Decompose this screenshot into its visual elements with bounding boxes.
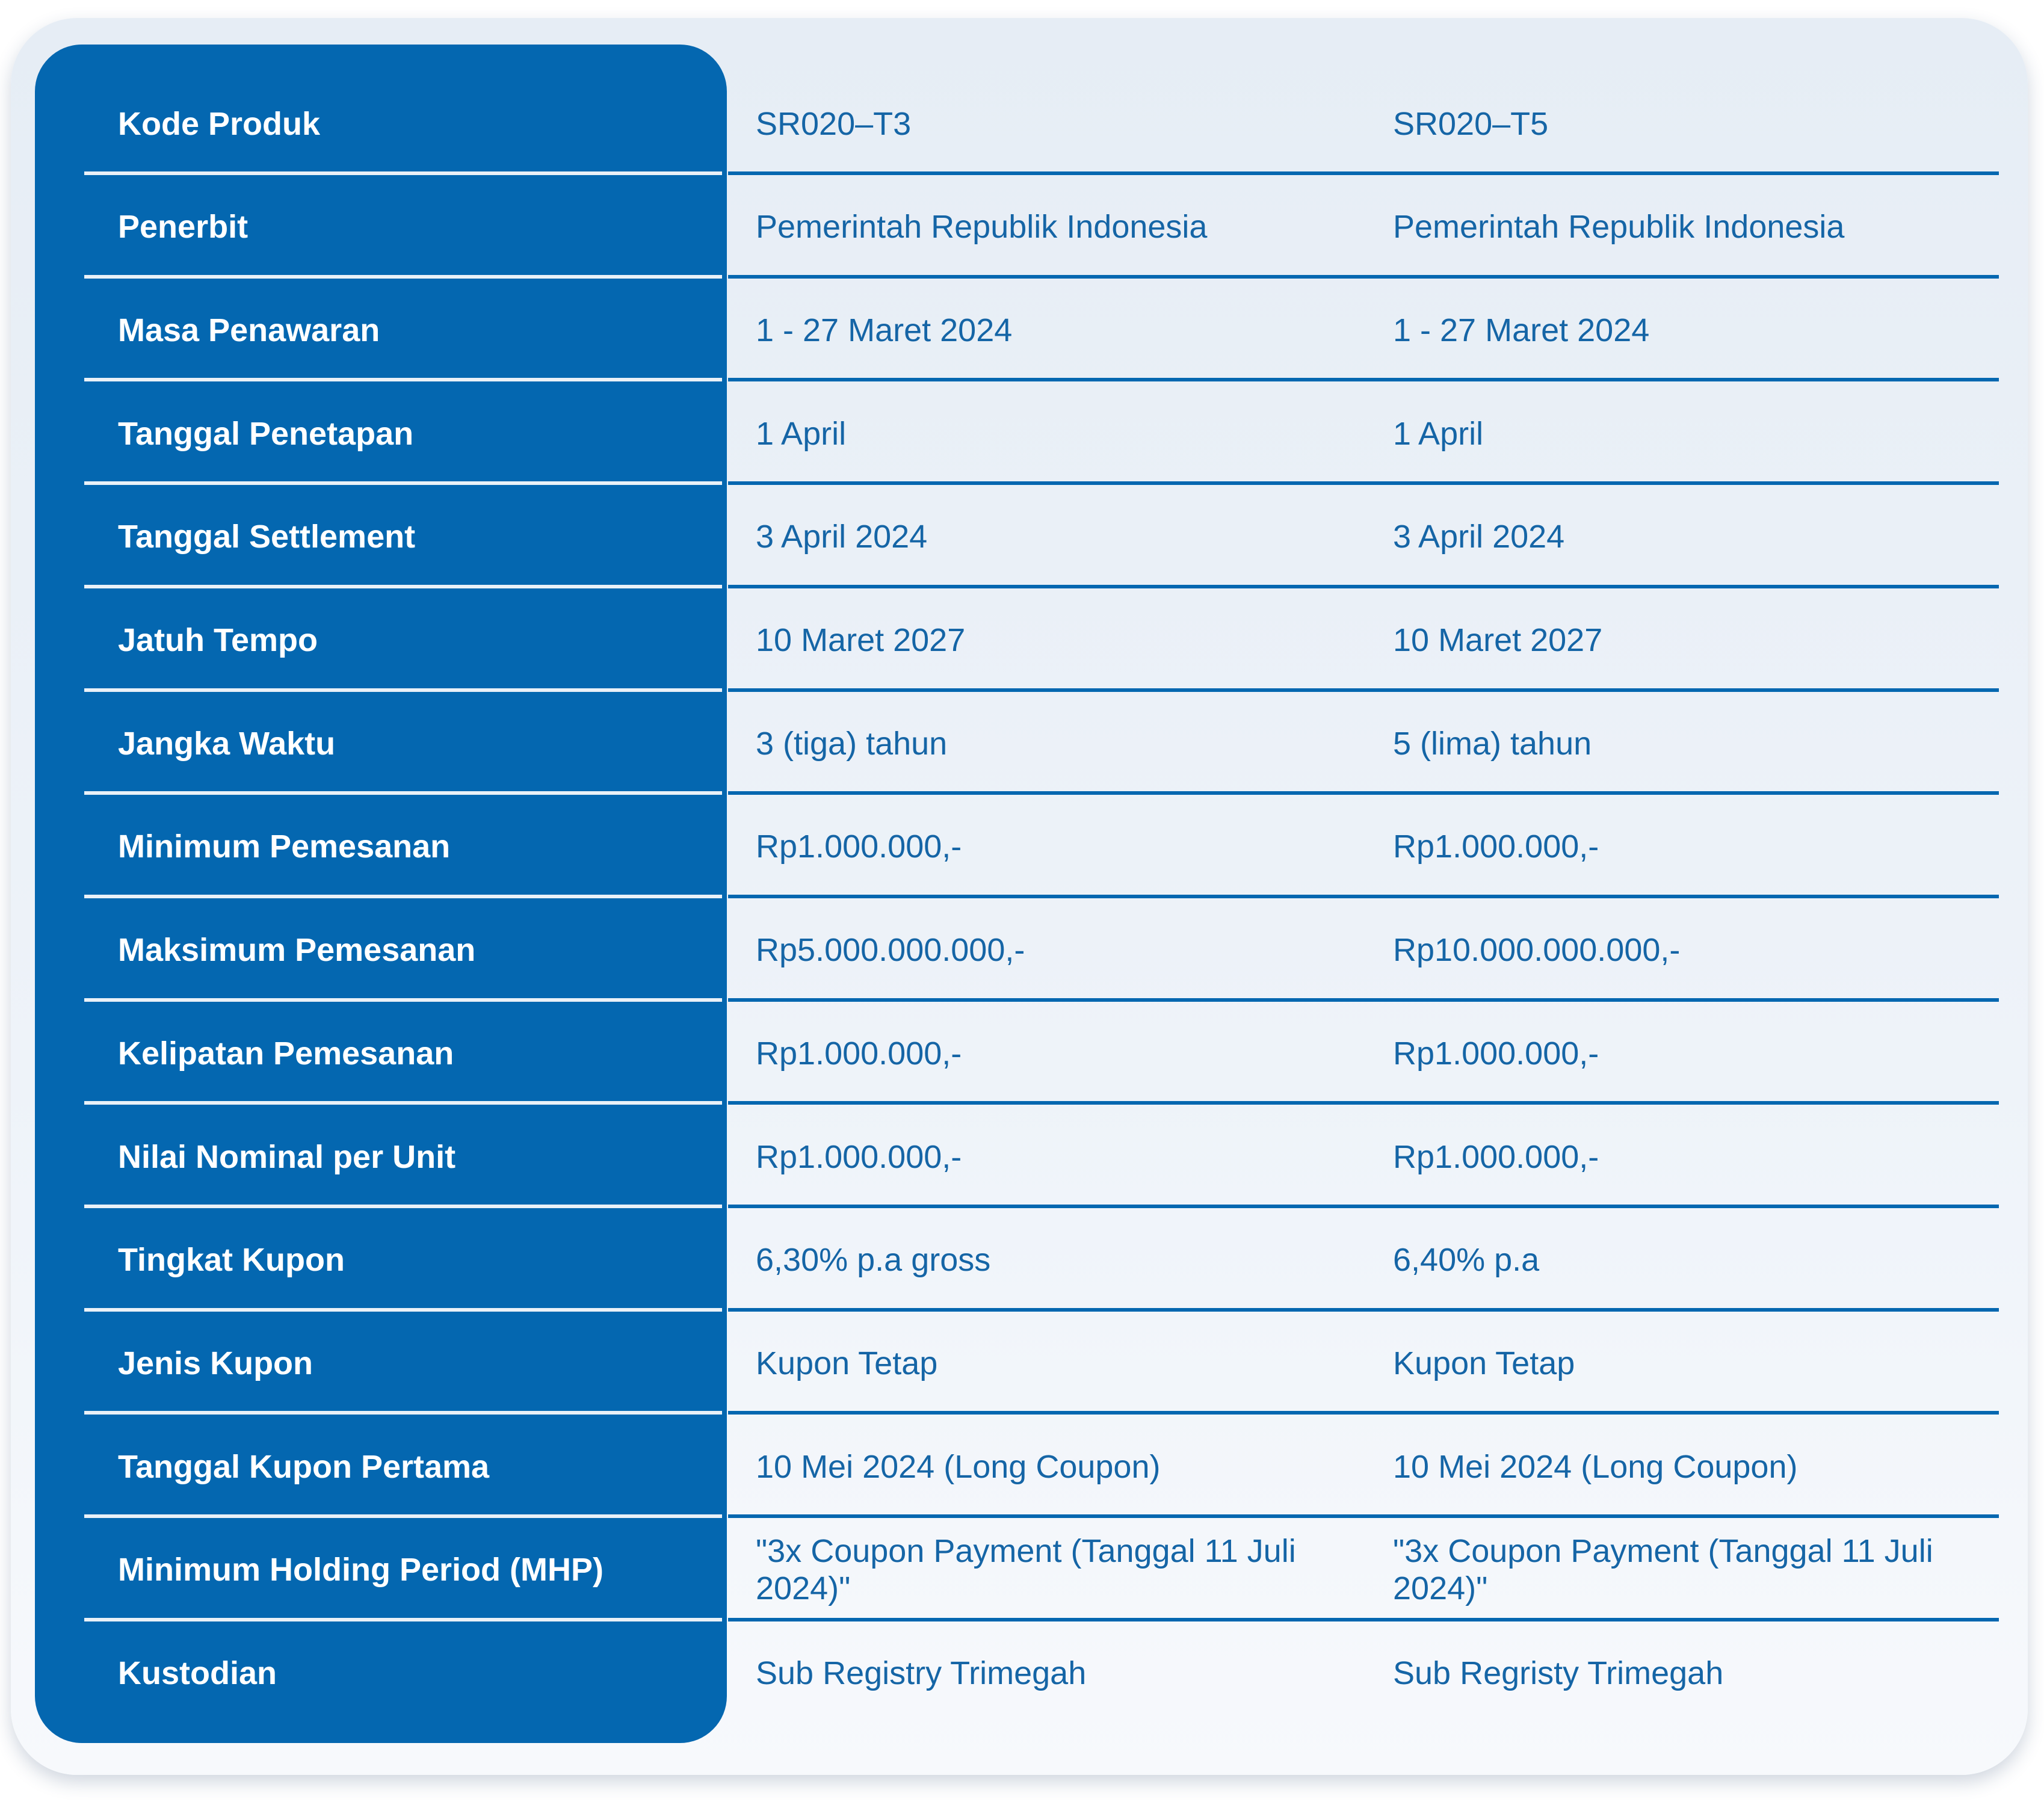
row-divider bbox=[84, 481, 722, 485]
value-sr020-t5: 6,40% p.a bbox=[1393, 1242, 1540, 1279]
row-label: Kustodian bbox=[118, 1655, 277, 1691]
table-row bbox=[0, 795, 2044, 898]
value-sr020-t3: 1 - 27 Maret 2024 bbox=[756, 312, 1013, 348]
row-divider bbox=[728, 481, 1999, 485]
value-sr020-t3: Kupon Tetap bbox=[756, 1345, 938, 1381]
value-sr020-t3: Rp1.000.000,- bbox=[756, 1138, 962, 1175]
value-sr020-t3: "3x Coupon Payment (Tanggal 11 Juli 2024)" bbox=[756, 1533, 1296, 1607]
row-divider bbox=[84, 895, 722, 898]
value-sr020-t3: 6,30% p.a gross bbox=[756, 1242, 991, 1279]
row-divider bbox=[728, 378, 1999, 381]
value-sr020-t5: 1 April bbox=[1393, 415, 1484, 452]
row-label: Masa Penawaran bbox=[118, 312, 380, 348]
row-label: Minimum Holding Period (MHP) bbox=[118, 1552, 604, 1588]
row-divider bbox=[728, 1514, 1999, 1518]
value-sr020-t5: 10 Mei 2024 (Long Coupon) bbox=[1393, 1448, 1798, 1485]
row-label: Kode Produk bbox=[118, 105, 321, 142]
row-divider bbox=[84, 378, 722, 381]
value-sr020-t5: Pemerintah Republik Indonesia bbox=[1393, 209, 1845, 245]
row-label: Maksimum Pemesanan bbox=[118, 932, 476, 969]
table-row bbox=[0, 279, 2044, 381]
row-label: Kelipatan Pemesanan bbox=[118, 1035, 454, 1072]
row-divider bbox=[84, 1514, 722, 1518]
row-divider bbox=[84, 998, 722, 1002]
row-divider bbox=[728, 895, 1999, 898]
row-label: Tanggal Kupon Pertama bbox=[118, 1448, 490, 1485]
row-divider bbox=[84, 1411, 722, 1415]
row-divider bbox=[84, 585, 722, 588]
value-sr020-t3: SR020–T3 bbox=[756, 105, 912, 142]
value-sr020-t5: Sub Regristy Trimegah bbox=[1393, 1655, 1724, 1691]
table-row bbox=[0, 692, 2044, 795]
table-row bbox=[0, 1622, 2044, 1725]
table-row bbox=[0, 382, 2044, 485]
value-sr020-t3: 3 (tiga) tahun bbox=[756, 725, 948, 762]
value-sr020-t5: Rp1.000.000,- bbox=[1393, 828, 1599, 865]
table-row bbox=[0, 1105, 2044, 1208]
value-sr020-t5: Rp10.000.000.000,- bbox=[1393, 932, 1681, 969]
table-row bbox=[0, 899, 2044, 1002]
row-label: Jangka Waktu bbox=[118, 725, 336, 762]
table-row bbox=[0, 1519, 2044, 1621]
row-divider bbox=[728, 998, 1999, 1002]
row-divider bbox=[728, 275, 1999, 279]
row-label: Minimum Pemesanan bbox=[118, 828, 451, 865]
row-label: Penerbit bbox=[118, 209, 249, 245]
row-divider bbox=[84, 1205, 722, 1208]
value-sr020-t5: 1 - 27 Maret 2024 bbox=[1393, 312, 1650, 348]
table-row bbox=[0, 1415, 2044, 1518]
table-row bbox=[0, 486, 2044, 588]
row-label: Tingkat Kupon bbox=[118, 1242, 345, 1279]
row-divider bbox=[728, 171, 1999, 175]
table-row bbox=[0, 176, 2044, 279]
row-divider bbox=[728, 1411, 1999, 1415]
value-sr020-t5: Rp1.000.000,- bbox=[1393, 1035, 1599, 1072]
row-divider bbox=[728, 1205, 1999, 1208]
row-label: Tanggal Settlement bbox=[118, 519, 416, 555]
row-divider bbox=[84, 275, 722, 279]
value-sr020-t5: 5 (lima) tahun bbox=[1393, 725, 1592, 762]
table-row bbox=[0, 72, 2044, 175]
value-sr020-t3: 10 Mei 2024 (Long Coupon) bbox=[756, 1448, 1161, 1485]
value-sr020-t3: Pemerintah Republik Indonesia bbox=[756, 209, 1208, 245]
row-divider bbox=[728, 791, 1999, 795]
row-divider bbox=[84, 1308, 722, 1312]
row-label: Nilai Nominal per Unit bbox=[118, 1138, 456, 1175]
value-sr020-t3: Rp1.000.000,- bbox=[756, 828, 962, 865]
value-sr020-t5: SR020–T5 bbox=[1393, 105, 1549, 142]
value-sr020-t5: "3x Coupon Payment (Tanggal 11 Juli 2024)" bbox=[1393, 1533, 1933, 1607]
row-divider bbox=[728, 1101, 1999, 1105]
table-row bbox=[0, 589, 2044, 692]
row-divider bbox=[84, 171, 722, 175]
row-divider bbox=[84, 688, 722, 692]
table-row bbox=[0, 1002, 2044, 1105]
table-row bbox=[0, 1312, 2044, 1415]
value-sr020-t3: 3 April 2024 bbox=[756, 519, 928, 555]
row-label: Tanggal Penetapan bbox=[118, 415, 414, 452]
row-divider bbox=[84, 1618, 722, 1621]
row-divider bbox=[728, 1308, 1999, 1312]
value-sr020-t3: 1 April bbox=[756, 415, 847, 452]
row-label: Jenis Kupon bbox=[118, 1345, 313, 1381]
value-sr020-t5: 10 Maret 2027 bbox=[1393, 622, 1603, 658]
value-sr020-t3: Rp1.000.000,- bbox=[756, 1035, 962, 1072]
row-divider bbox=[728, 688, 1999, 692]
row-divider bbox=[728, 1618, 1999, 1621]
value-sr020-t5: Rp1.000.000,- bbox=[1393, 1138, 1599, 1175]
value-sr020-t3: Rp5.000.000.000,- bbox=[756, 932, 1025, 969]
value-sr020-t5: 3 April 2024 bbox=[1393, 519, 1565, 555]
row-divider bbox=[84, 1101, 722, 1105]
row-divider bbox=[84, 791, 722, 795]
row-label: Jatuh Tempo bbox=[118, 622, 318, 658]
value-sr020-t3: Sub Registry Trimegah bbox=[756, 1655, 1087, 1691]
table-row bbox=[0, 1209, 2044, 1312]
value-sr020-t5: Kupon Tetap bbox=[1393, 1345, 1575, 1381]
value-sr020-t3: 10 Maret 2027 bbox=[756, 622, 966, 658]
row-divider bbox=[728, 585, 1999, 588]
